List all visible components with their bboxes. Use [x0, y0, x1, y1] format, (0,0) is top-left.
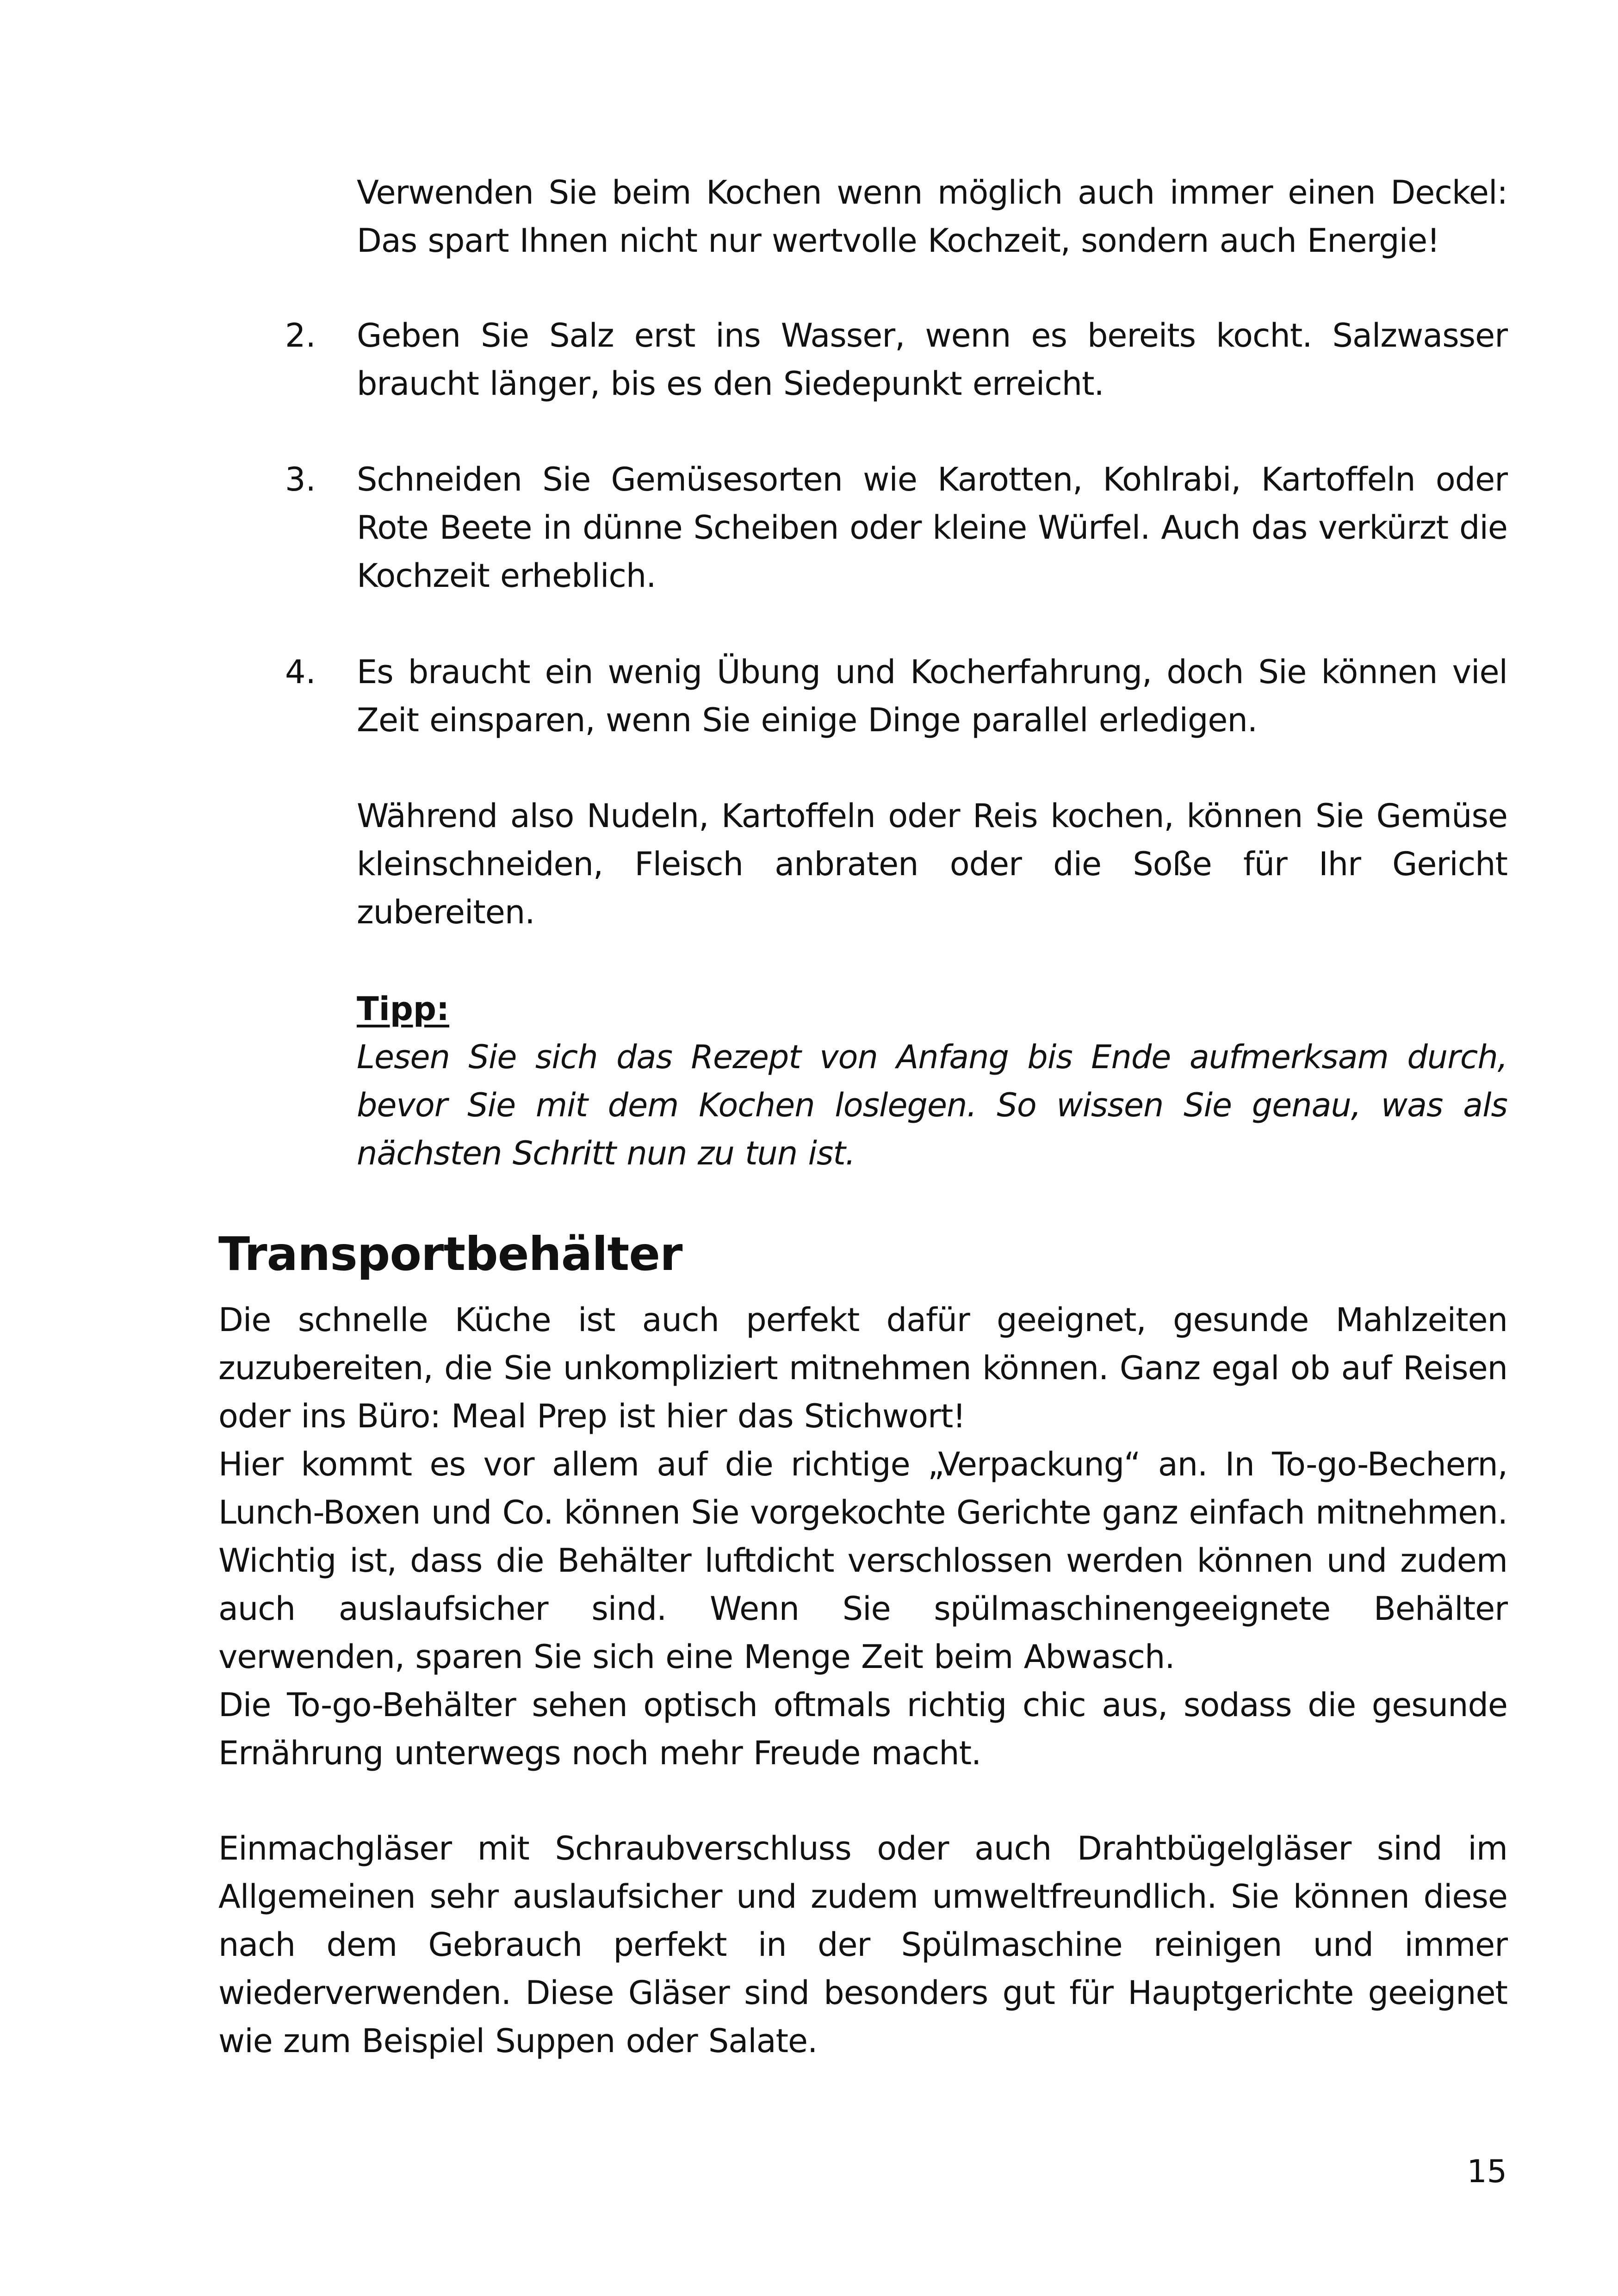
list-item-4-text-continued: Während also Nudeln, Kartoffeln oder Reis kochen, können Sie Gemüse kleinschneiden, Fleisch anbraten oder die Soße für Ihr Gericht zubereiten.: [357, 797, 1507, 931]
list-item-3-text: Schneiden Sie Gemüsesorten wie Karotten, Kohlrabi, Kartoffeln oder Rote Beete in dünne Scheiben oder kleine Würfel. Auch das verkürzt die Kochzeit erheblich.: [357, 460, 1507, 595]
list-number-4: 4.: [285, 653, 316, 691]
list-number-3: 3.: [285, 460, 316, 498]
section-heading: Transportbehälter: [218, 1227, 682, 1281]
section-paragraph-2: Hier kommt es vor allem auf die richtige „Verpackung“ an. In To-go-Bechern, Lunch-Boxen und Co. können Sie vorgekochte Gerichte ganz einfach mitnehmen. Wichtig ist, dass die Behälter luftdicht verschlossen werden können und zudem auch auslaufsicher sind. Wenn Sie spülmaschinengeeignete Behälter verwenden, sparen Sie sich eine Menge Zeit beim Abwasch.: [218, 1445, 1507, 1676]
tip-text: Lesen Sie sich das Rezept von Anfang bis Ende aufmerksam durch, bevor Sie mit dem Kochen loslegen. So wissen Sie genau, was als nächsten Schritt nun zu tun ist.: [357, 1038, 1507, 1172]
page-number: 15: [1467, 2153, 1507, 2190]
section-paragraph-1: Die schnelle Küche ist auch perfekt dafür geeignet, gesunde Mahlzeiten zuzubereiten, die Sie unkompliziert mitnehmen können. Ganz egal ob auf Reisen oder ins Büro: Meal Prep ist hier das Stichwort!: [218, 1301, 1507, 1435]
tip-label: Tipp:: [357, 990, 449, 1028]
list-item-1-continuation: Verwenden Sie beim Kochen wenn möglich auch immer einen Deckel: Das spart Ihnen nicht nur wertvolle Kochzeit, sondern auch Energie!: [357, 174, 1507, 260]
list-item-2-text: Geben Sie Salz erst ins Wasser, wenn es bereits kocht. Salzwasser braucht länger, bis es den Siedepunkt erreicht.: [357, 317, 1507, 403]
section-paragraph-3: Die To-go-Behälter sehen optisch oftmals richtig chic aus, sodass die gesunde Ernährung unterwegs noch mehr Freude macht.: [218, 1686, 1507, 1772]
section-paragraph-4: Einmachgläser mit Schraubverschluss oder auch Drahtbügelgläser sind im Allgemeinen sehr auslaufsicher und zudem umweltfreundlich. Sie können diese nach dem Gebrauch perfekt in der Spülmaschine reinigen und immer wiederverwenden. Diese Gläser sind besonders gut für Hauptgerichte geeignet wie zum Beispiel Suppen oder Salate.: [218, 1829, 1507, 2060]
list-item-4-text: Es braucht ein wenig Übung und Kocherfahrung, doch Sie können viel Zeit einsparen, wenn Sie einige Dinge parallel erledigen.: [357, 653, 1507, 739]
list-number-2: 2.: [285, 317, 316, 355]
